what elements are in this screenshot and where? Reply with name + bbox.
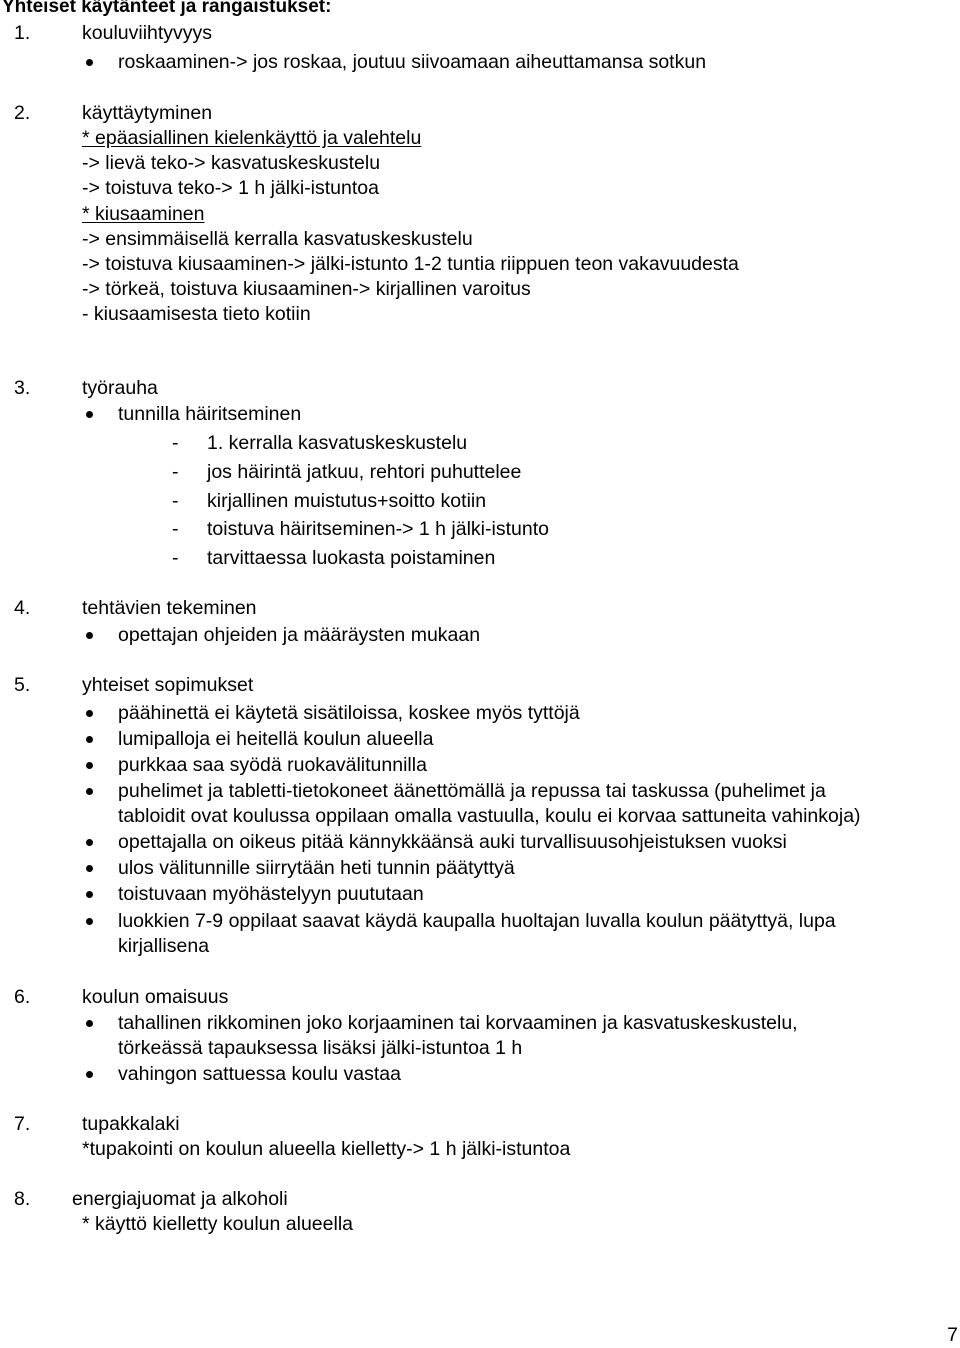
section-number: 6. bbox=[14, 986, 31, 1008]
section-title: työrauha bbox=[82, 377, 158, 399]
text-line: * epäasiallinen kielenkäyttö ja valehtelu bbox=[82, 127, 422, 149]
list-item: tunnilla häiritseminen bbox=[118, 403, 302, 425]
bullet-icon bbox=[86, 891, 93, 898]
list-item: opettajalla on oikeus pitää kännykkäänsä auki turvallisuusohjeistuksen vuoksi bbox=[118, 831, 787, 853]
bullet-icon bbox=[86, 736, 93, 743]
list-item-continuation: kirjallisena bbox=[118, 935, 210, 957]
list-item: 1. kerralla kasvatuskeskustelu bbox=[207, 432, 468, 454]
bullet-icon bbox=[86, 59, 93, 66]
bullet-icon bbox=[86, 710, 93, 717]
dash-marker: - bbox=[172, 490, 179, 512]
text-line: -> törkeä, toistuva kiusaaminen-> kirjallinen varoitus bbox=[82, 278, 531, 300]
section-number: 7. bbox=[14, 1113, 31, 1135]
bullet-icon bbox=[86, 839, 93, 846]
dash-marker: - bbox=[172, 432, 179, 454]
section-title: yhteiset sopimukset bbox=[82, 674, 254, 696]
section-title: energiajuomat ja alkoholi bbox=[72, 1188, 288, 1210]
list-item: toistuvaan myöhästelyyn puututaan bbox=[118, 883, 424, 905]
text-line: - kiusaamisesta tieto kotiin bbox=[82, 303, 311, 325]
list-item: roskaaminen-> jos roskaa, joutuu siivoamaan aiheuttamansa sotkun bbox=[118, 51, 707, 73]
bullet-icon bbox=[86, 1020, 93, 1027]
dash-marker: - bbox=[172, 461, 179, 483]
text-line: -> lievä teko-> kasvatuskeskustelu bbox=[82, 152, 381, 174]
list-item: tarvittaessa luokasta poistaminen bbox=[207, 547, 496, 569]
list-item: lumipalloja ei heitellä koulun alueella bbox=[118, 728, 434, 750]
list-item: päähinettä ei käytetä sisätiloissa, koskee myös tyttöjä bbox=[118, 702, 580, 724]
text-line: * kiusaaminen bbox=[82, 203, 205, 225]
bullet-icon bbox=[86, 632, 93, 639]
text-line: -> toistuva teko-> 1 h jälki-istuntoa bbox=[82, 177, 379, 199]
list-item: puhelimet ja tabletti-tietokoneet äänettömällä ja repussa tai taskussa (puhelimet ja bbox=[118, 780, 826, 802]
list-item: opettajan ohjeiden ja määräysten mukaan bbox=[118, 624, 481, 646]
list-item: vahingon sattuessa koulu vastaa bbox=[118, 1063, 401, 1085]
document-heading: Yhteiset käytänteet ja rangaistukset: bbox=[2, 0, 332, 17]
page-number: 7 bbox=[947, 1324, 958, 1346]
list-item: tahallinen rikkominen joko korjaaminen tai korvaaminen ja kasvatuskeskustelu, bbox=[118, 1012, 798, 1034]
section-number: 3. bbox=[14, 377, 31, 399]
section-number: 2. bbox=[14, 102, 31, 124]
bullet-icon bbox=[86, 918, 93, 925]
list-item: kirjallinen muistutus+soitto kotiin bbox=[207, 490, 487, 512]
section-title: käyttäytyminen bbox=[82, 102, 213, 124]
list-item-continuation: törkeässä tapauksessa lisäksi jälki-istuntoa 1 h bbox=[118, 1037, 523, 1059]
bullet-icon bbox=[86, 865, 93, 872]
dash-marker: - bbox=[172, 547, 179, 569]
text-line: *tupakointi on koulun alueella kielletty-> 1 h jälki-istuntoa bbox=[82, 1138, 571, 1160]
bullet-icon bbox=[86, 411, 93, 418]
text-line: -> toistuva kiusaaminen-> jälki-istunto 1-2 tuntia riippuen teon vakavuudesta bbox=[82, 253, 739, 275]
section-number: 1. bbox=[14, 22, 31, 44]
text-line: * käyttö kielletty koulun alueella bbox=[82, 1213, 353, 1235]
list-item-continuation: tabloidit ovat koulussa oppilaan omalla vastuulla, koulu ei korvaa sattuneita vahinkoja) bbox=[118, 805, 861, 827]
list-item: jos häirintä jatkuu, rehtori puhuttelee bbox=[207, 461, 522, 483]
section-number: 5. bbox=[14, 674, 31, 696]
bullet-icon bbox=[86, 1071, 93, 1078]
list-item: purkkaa saa syödä ruokavälitunnilla bbox=[118, 754, 427, 776]
section-number: 4. bbox=[14, 597, 31, 619]
section-title: tehtävien tekeminen bbox=[82, 597, 257, 619]
dash-marker: - bbox=[172, 518, 179, 540]
list-item: toistuva häiritseminen-> 1 h jälki-istunto bbox=[207, 518, 549, 540]
section-title: tupakkalaki bbox=[82, 1113, 180, 1135]
list-item: ulos välitunnille siirrytään heti tunnin päätyttyä bbox=[118, 857, 515, 879]
section-number: 8. bbox=[14, 1188, 31, 1210]
bullet-icon bbox=[86, 788, 93, 795]
text-line: -> ensimmäisellä kerralla kasvatuskeskustelu bbox=[82, 228, 473, 250]
section-title: koulun omaisuus bbox=[82, 986, 229, 1008]
section-title: kouluviihtyvyys bbox=[82, 22, 213, 44]
bullet-icon bbox=[86, 762, 93, 769]
list-item: luokkien 7-9 oppilaat saavat käydä kaupalla huoltajan luvalla koulun päätyttyä, lupa bbox=[118, 910, 836, 932]
